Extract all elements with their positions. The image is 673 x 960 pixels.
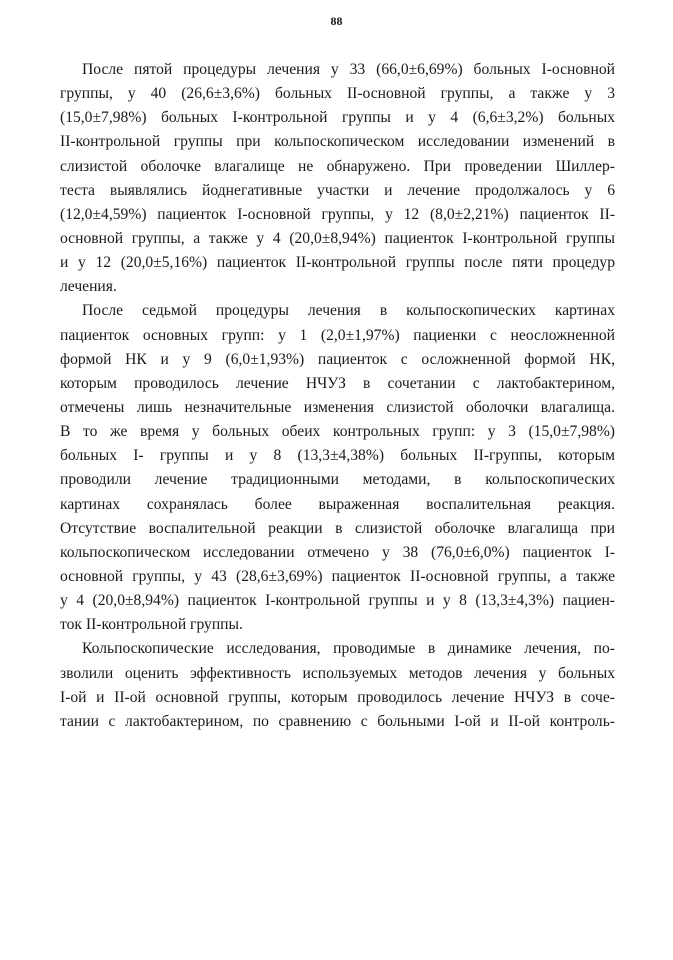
text-line: проводили лечение традиционными методами, в кольпоскопических <box>60 471 615 489</box>
text-line: у 4 (20,0±8,94%) пациенток I-контрольной группы и у 8 (13,3±4,3%) пациен- <box>60 592 615 610</box>
text-line: картинах сохранялась более выраженная воспалительная реакция. <box>60 495 615 513</box>
text-line: основной группы, у 43 (28,6±3,69%) пациенток II-основной группы, а также <box>60 567 615 585</box>
text-line: формой НК и у 9 (6,0±1,93%) пациенток с осложненной формой НК, <box>60 350 615 368</box>
text-line: Отсутствие воспалительной реакции в слизистой оболочке влагалища при <box>60 519 615 537</box>
text-line: (15,0±7,98%) больных I-контрольной группы и у 4 (6,6±3,2%) больных <box>60 109 615 127</box>
page-number: 88 <box>330 14 343 28</box>
paragraph-1 <box>60 58 615 299</box>
text-line: Кольпоскопические исследования, проводимые в динамике лечения, по- <box>82 640 615 658</box>
text-line: кольпоскопическом исследовании отмечено у 38 (76,0±6,0%) пациенток I- <box>60 543 615 561</box>
text-line: и у 12 (20,0±5,16%) пациенток II-контрольной группы после пяти процедур <box>60 254 615 272</box>
paragraph-3 <box>60 637 615 734</box>
body-text <box>60 58 615 734</box>
paragraph-2 <box>60 299 615 637</box>
text-line: После седьмой процедуры лечения в кольпоскопических картинах <box>82 302 615 320</box>
text-line: слизистой оболочке влагалище не обнаружено. При проведении Шиллер- <box>60 157 615 175</box>
text-line: тании с лактобактерином, по сравнению с больными I-ой и II-ой контроль- <box>60 712 615 730</box>
text-line: теста выявлялись йоднегативные участки и лечение продолжалось у 6 <box>60 181 615 199</box>
text-line: пациенток основных групп: у 1 (2,0±1,97%) пациенки с неосложненной <box>60 326 615 344</box>
text-line: II-контрольной группы при кольпоскопическом исследовании изменений в <box>60 133 615 151</box>
text-line: отмечены лишь незначительные изменения слизистой оболочки влагалища. <box>60 398 615 416</box>
text-line: зволили оценить эффективность используемых методов лечения у больных <box>60 664 615 682</box>
text-line: I-ой и II-ой основной группы, которым проводилось лечение НЧУЗ в соче- <box>60 688 615 706</box>
text-line: основной группы, а также у 4 (20,0±8,94%) пациенток I-контрольной группы <box>60 229 615 247</box>
text-line: больных I- группы и у 8 (13,3±4,38%) больных II-группы, которым <box>60 447 615 465</box>
text-line: (12,0±4,59%) пациенток I-основной группы, у 12 (8,0±2,21%) пациенток II- <box>60 205 615 223</box>
text-line: В то же время у больных обеих контрольных групп: у 3 (15,0±7,98%) <box>60 423 615 441</box>
text-line: которым проводилось лечение НЧУЗ в сочетании с лактобактерином, <box>60 374 615 392</box>
text-line: лечения. <box>60 278 117 296</box>
text-line: ток II-контрольной группы. <box>60 616 243 634</box>
text-line: группы, у 40 (26,6±3,6%) больных II-основной группы, а также у 3 <box>60 85 615 103</box>
text-line: После пятой процедуры лечения у 33 (66,0±6,69%) больных I-основной <box>82 61 615 78</box>
